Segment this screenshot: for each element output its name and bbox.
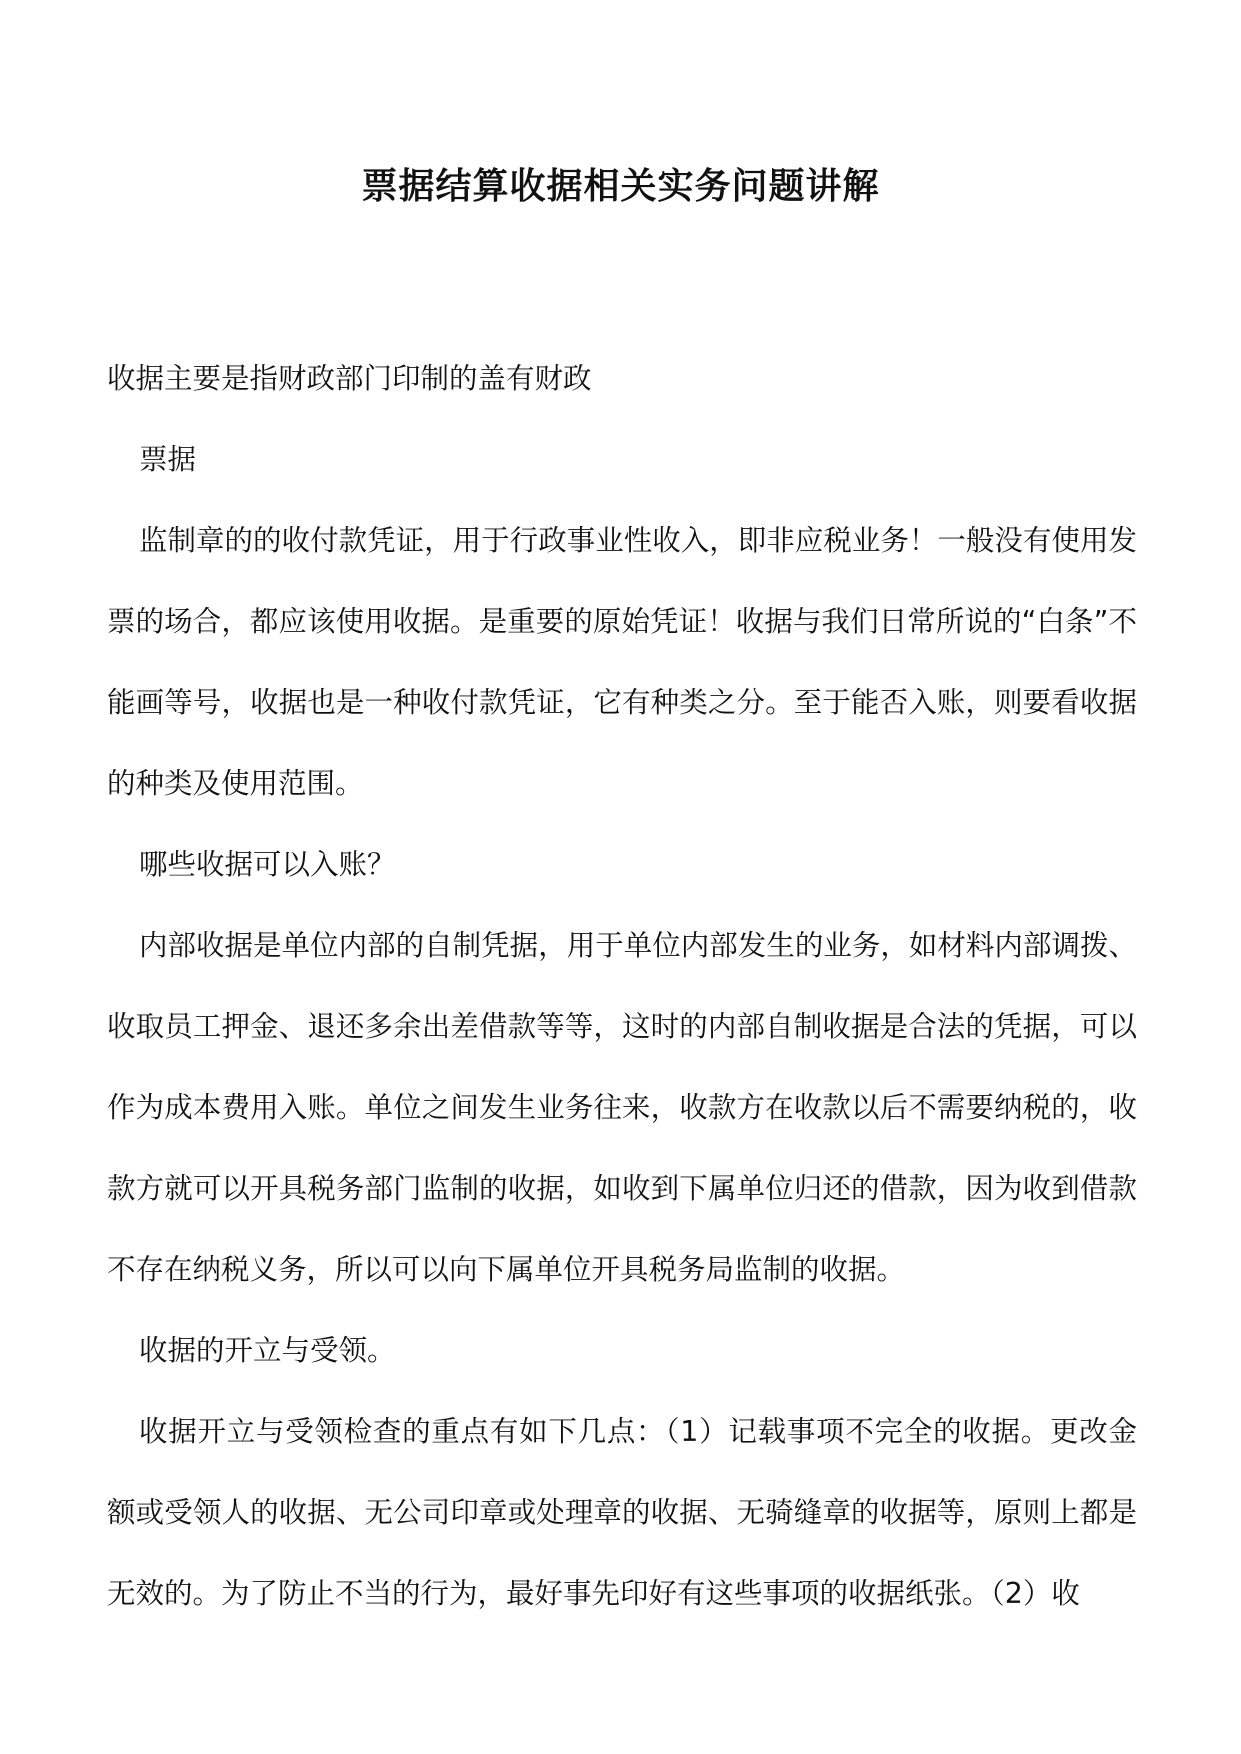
paragraph-3: 监制章的的收付款凭证，用于行政事业性收入，即非应税业务！一般没有使用发票的场合，都应该使用收据。是重要的原始凭证！收据与我们日常所说的“白条”不能画等号，收据也是一种收付款凭证，它有种类之分。至于能否入账，则要看收据的种类及使用范围。 (107, 524, 1137, 800)
paragraph-1: 收据主要是指财政部门印制的盖有财政 (107, 362, 592, 395)
paragraph-6: 收据的开立与受领。 (139, 1334, 396, 1367)
document-title: 票据结算收据相关实务问题讲解 (361, 165, 880, 207)
paragraph-4: 哪些收据可以入账？ (139, 848, 396, 881)
paragraph-5: 内部收据是单位内部的自制凭据，用于单位内部发生的业务，如材料内部调拨、收取员工押金、退还多余出差借款等等，这时的内部自制收据是合法的凭据，可以作为成本费用入账。单位之间发生业务往来，收款方在收款以后不需要纳税的，收款方就可以开具税务部门监制的收据，如收到下属单位归还的借款，因为收到借款不存在纳税义务，所以可以向下属单位开具税务局监制的收据。 (107, 929, 1137, 1286)
document-body (107, 338, 1137, 1634)
paragraph-7: 收据开立与受领检查的重点有如下几点：（1）记载事项不完全的收据。更改金额或受领人的收据、无公司印章或处理章的收据、无骑缝章的收据等，原则上都是无效的。为了防止不当的行为，最好事先印好有这些事项的收据纸张。（2）收 (107, 1415, 1137, 1610)
paragraph-2: 票据 (139, 443, 197, 476)
